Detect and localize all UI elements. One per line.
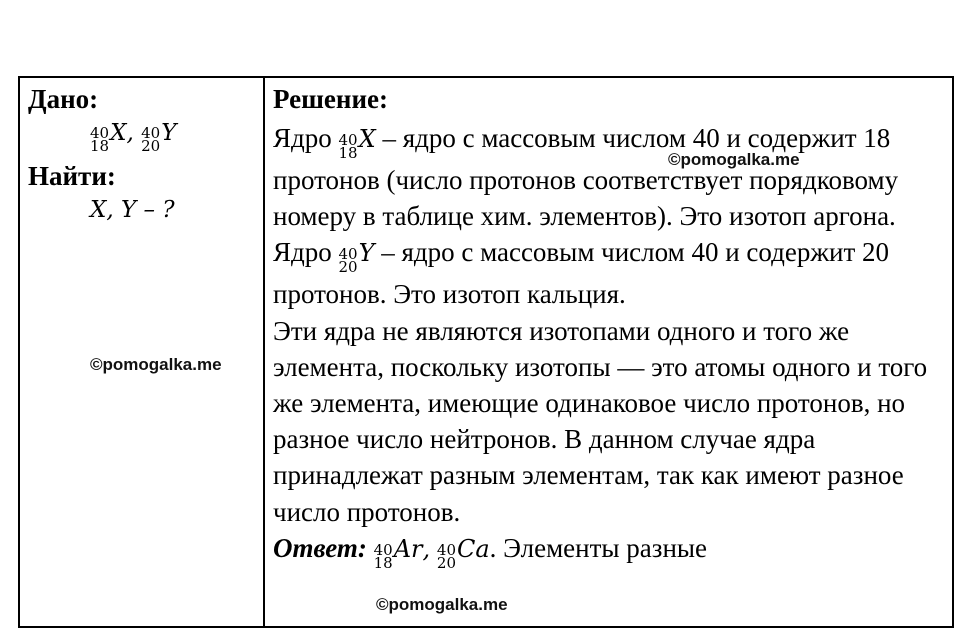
nuclide-symbol: Y [358,239,375,268]
given-nuclide-x [90,116,126,155]
paragraph-1 [273,120,953,234]
mass-number: 40 [90,124,110,142]
mass-number: 40 [373,540,393,559]
para1-nuclide [339,121,376,162]
mass-number: 40 [436,540,456,559]
watermark-left: ©pomogalka.me [90,355,222,374]
nuclide-symbol: Ca [457,534,490,563]
given-nuclide-y [141,116,176,155]
para2-text: – ядро с массовым числом 40 и содержит 20 протонов. Это изотоп кальция. [273,237,889,310]
answer-nuclide-ar [374,531,423,572]
task-table [18,76,954,628]
charge-number: 20 [338,258,358,277]
charge-number: 20 [436,553,456,572]
para2-nuclide [339,235,375,276]
column-divider [263,78,265,626]
separator: , [422,534,431,563]
paragraph-2 [273,234,953,312]
answer-label: Ответ: [273,532,367,563]
answer-line [273,530,953,572]
para1-prefix: Ядро [273,123,332,153]
nuclide-symbol: Y [161,120,177,146]
given-heading: Дано: [28,84,99,114]
charge-number: 18 [90,137,110,155]
nuclide-symbol: X [358,125,376,153]
charge-number: 20 [141,137,161,155]
para1-text: – ядро с массовым числом 40 и содержит 18 протонов (число протонов соответствует порядковому номеру в таблице хим. элементов). Это изотоп аргона. [273,123,899,232]
given-column [28,82,258,227]
find-expression: X, Y – ? [90,197,175,223]
find-heading: Найти: [28,161,116,191]
paragraph-3: Эти ядра не являются изотопами одного и того же элемента, поскольку изотопы — это атомы одного и того же элемента, имеющие одинаковое число протонов, но разное число нейтронов. В данном случае ядра принадлежат разным элементам, так как имеют разное число протонов. [273,315,928,527]
solution-text [273,120,953,572]
nuclide-symbol: Ar [393,534,423,563]
mass-number: 40 [338,131,358,149]
solution-heading: Решение: [273,84,388,114]
separator: , [126,120,134,146]
nuclide-symbol: X [110,120,127,146]
answer-text: . Элементы разные [489,532,708,563]
mass-number: 40 [338,245,358,264]
charge-number: 18 [373,553,393,572]
charge-number: 18 [338,144,358,162]
mass-number: 40 [141,124,161,142]
para2-prefix: Ядро [273,237,332,268]
given-formula [28,116,258,155]
watermark-bottom: ©pomogalka.me [376,595,508,614]
watermark-top: ©pomogalka.me [668,150,800,169]
solution-column [273,82,953,572]
answer-nuclide-ca [437,531,490,572]
